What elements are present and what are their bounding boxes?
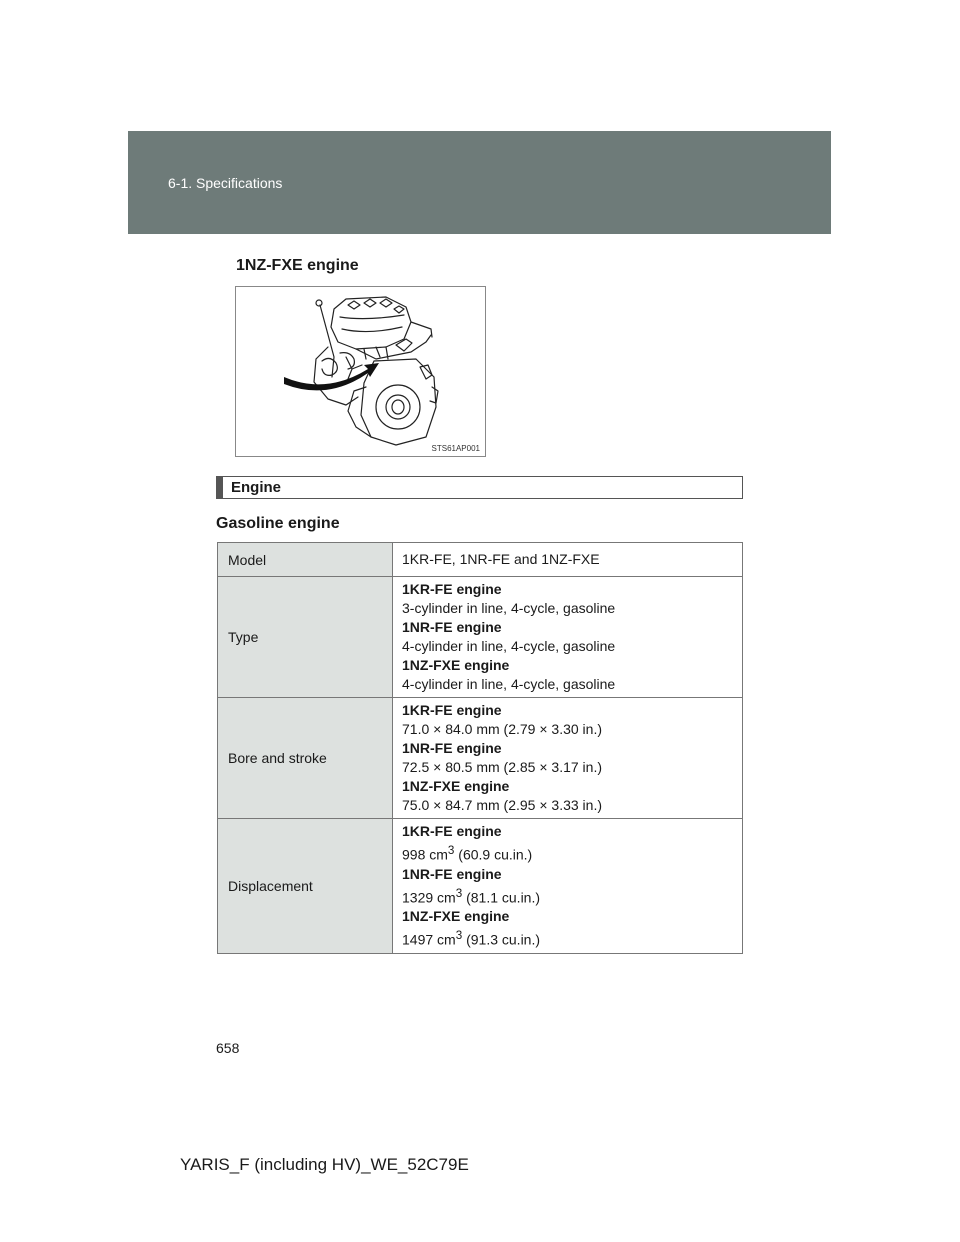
engine-value (402, 926, 734, 950)
row-value (393, 577, 743, 698)
engine-name: 1NR-FE engine (402, 740, 502, 756)
displacement-unit: cm (437, 889, 456, 906)
row-label: Displacement (218, 819, 393, 954)
figure-caption: 1NZ-FXE engine (236, 257, 359, 274)
displacement-unit: cm (429, 846, 448, 863)
engine-name: 1NZ-FXE engine (402, 778, 510, 794)
displacement-number: 1497 (402, 931, 434, 948)
row-value: 1KR-FE, 1NR-FE and 1NZ-FXE (393, 543, 743, 577)
row-label: Bore and stroke (218, 698, 393, 819)
engine-value (402, 841, 734, 865)
engine-name: 1KR-FE engine (402, 702, 502, 718)
page-number: 658 (216, 1040, 240, 1056)
table-row-bore-stroke (218, 698, 743, 819)
engine-name: 1NR-FE engine (402, 865, 502, 882)
row-value (393, 819, 743, 954)
engine-illustration (235, 286, 486, 457)
section-title: 6-1. Specifications (168, 175, 283, 191)
engine-value: 71.0 × 84.0 mm (2.79 × 3.30 in.) (402, 721, 603, 737)
figure-code: STS61AP001 (431, 444, 480, 453)
engine-name: 1KR-FE engine (402, 823, 502, 839)
displacement-unit: cm (437, 931, 456, 948)
row-value (393, 698, 743, 819)
table-row-displacement (218, 819, 743, 954)
displacement-imperial: (60.9 cu.in.) (458, 846, 533, 863)
engine-value: 75.0 × 84.7 mm (2.95 × 3.33 in.) (402, 797, 603, 813)
displacement-number: 1329 (402, 889, 434, 906)
heading-marker (217, 477, 223, 498)
unit-exponent: 3 (447, 844, 455, 857)
displacement-number: 998 (402, 846, 426, 863)
engine-name: 1NZ-FXE engine (402, 908, 510, 925)
row-label: Type (218, 577, 393, 698)
engine-value: 3-cylinder in line, 4-cycle, gasoline (402, 600, 616, 616)
engine-value: 4-cylinder in line, 4-cycle, gasoline (402, 638, 616, 654)
engine-name: 1KR-FE engine (402, 581, 502, 597)
engine-drawing (236, 287, 485, 456)
engine-name: 1NZ-FXE engine (402, 657, 510, 673)
engine-spec-table (217, 542, 743, 954)
subheading: Gasoline engine (216, 515, 340, 532)
engine-value: 72.5 × 80.5 mm (2.85 × 3.17 in.) (402, 759, 603, 775)
displacement-imperial: (81.1 cu.in.) (466, 889, 541, 906)
header-band (128, 131, 831, 234)
unit-exponent: 3 (455, 929, 463, 943)
footer-text: YARIS_F (including HV)_WE_52C79E (180, 1155, 469, 1174)
engine-value (402, 884, 734, 908)
engine-name: 1NR-FE engine (402, 619, 502, 635)
section-heading: Engine (231, 479, 282, 496)
unit-exponent: 3 (455, 886, 463, 900)
table-row-type (218, 577, 743, 698)
engine-value: 4-cylinder in line, 4-cycle, gasoline (402, 676, 616, 692)
section-heading-bar (216, 476, 743, 499)
table-row-model (218, 543, 743, 577)
displacement-imperial: (91.3 cu.in.) (466, 931, 541, 948)
row-label: Model (218, 543, 393, 577)
